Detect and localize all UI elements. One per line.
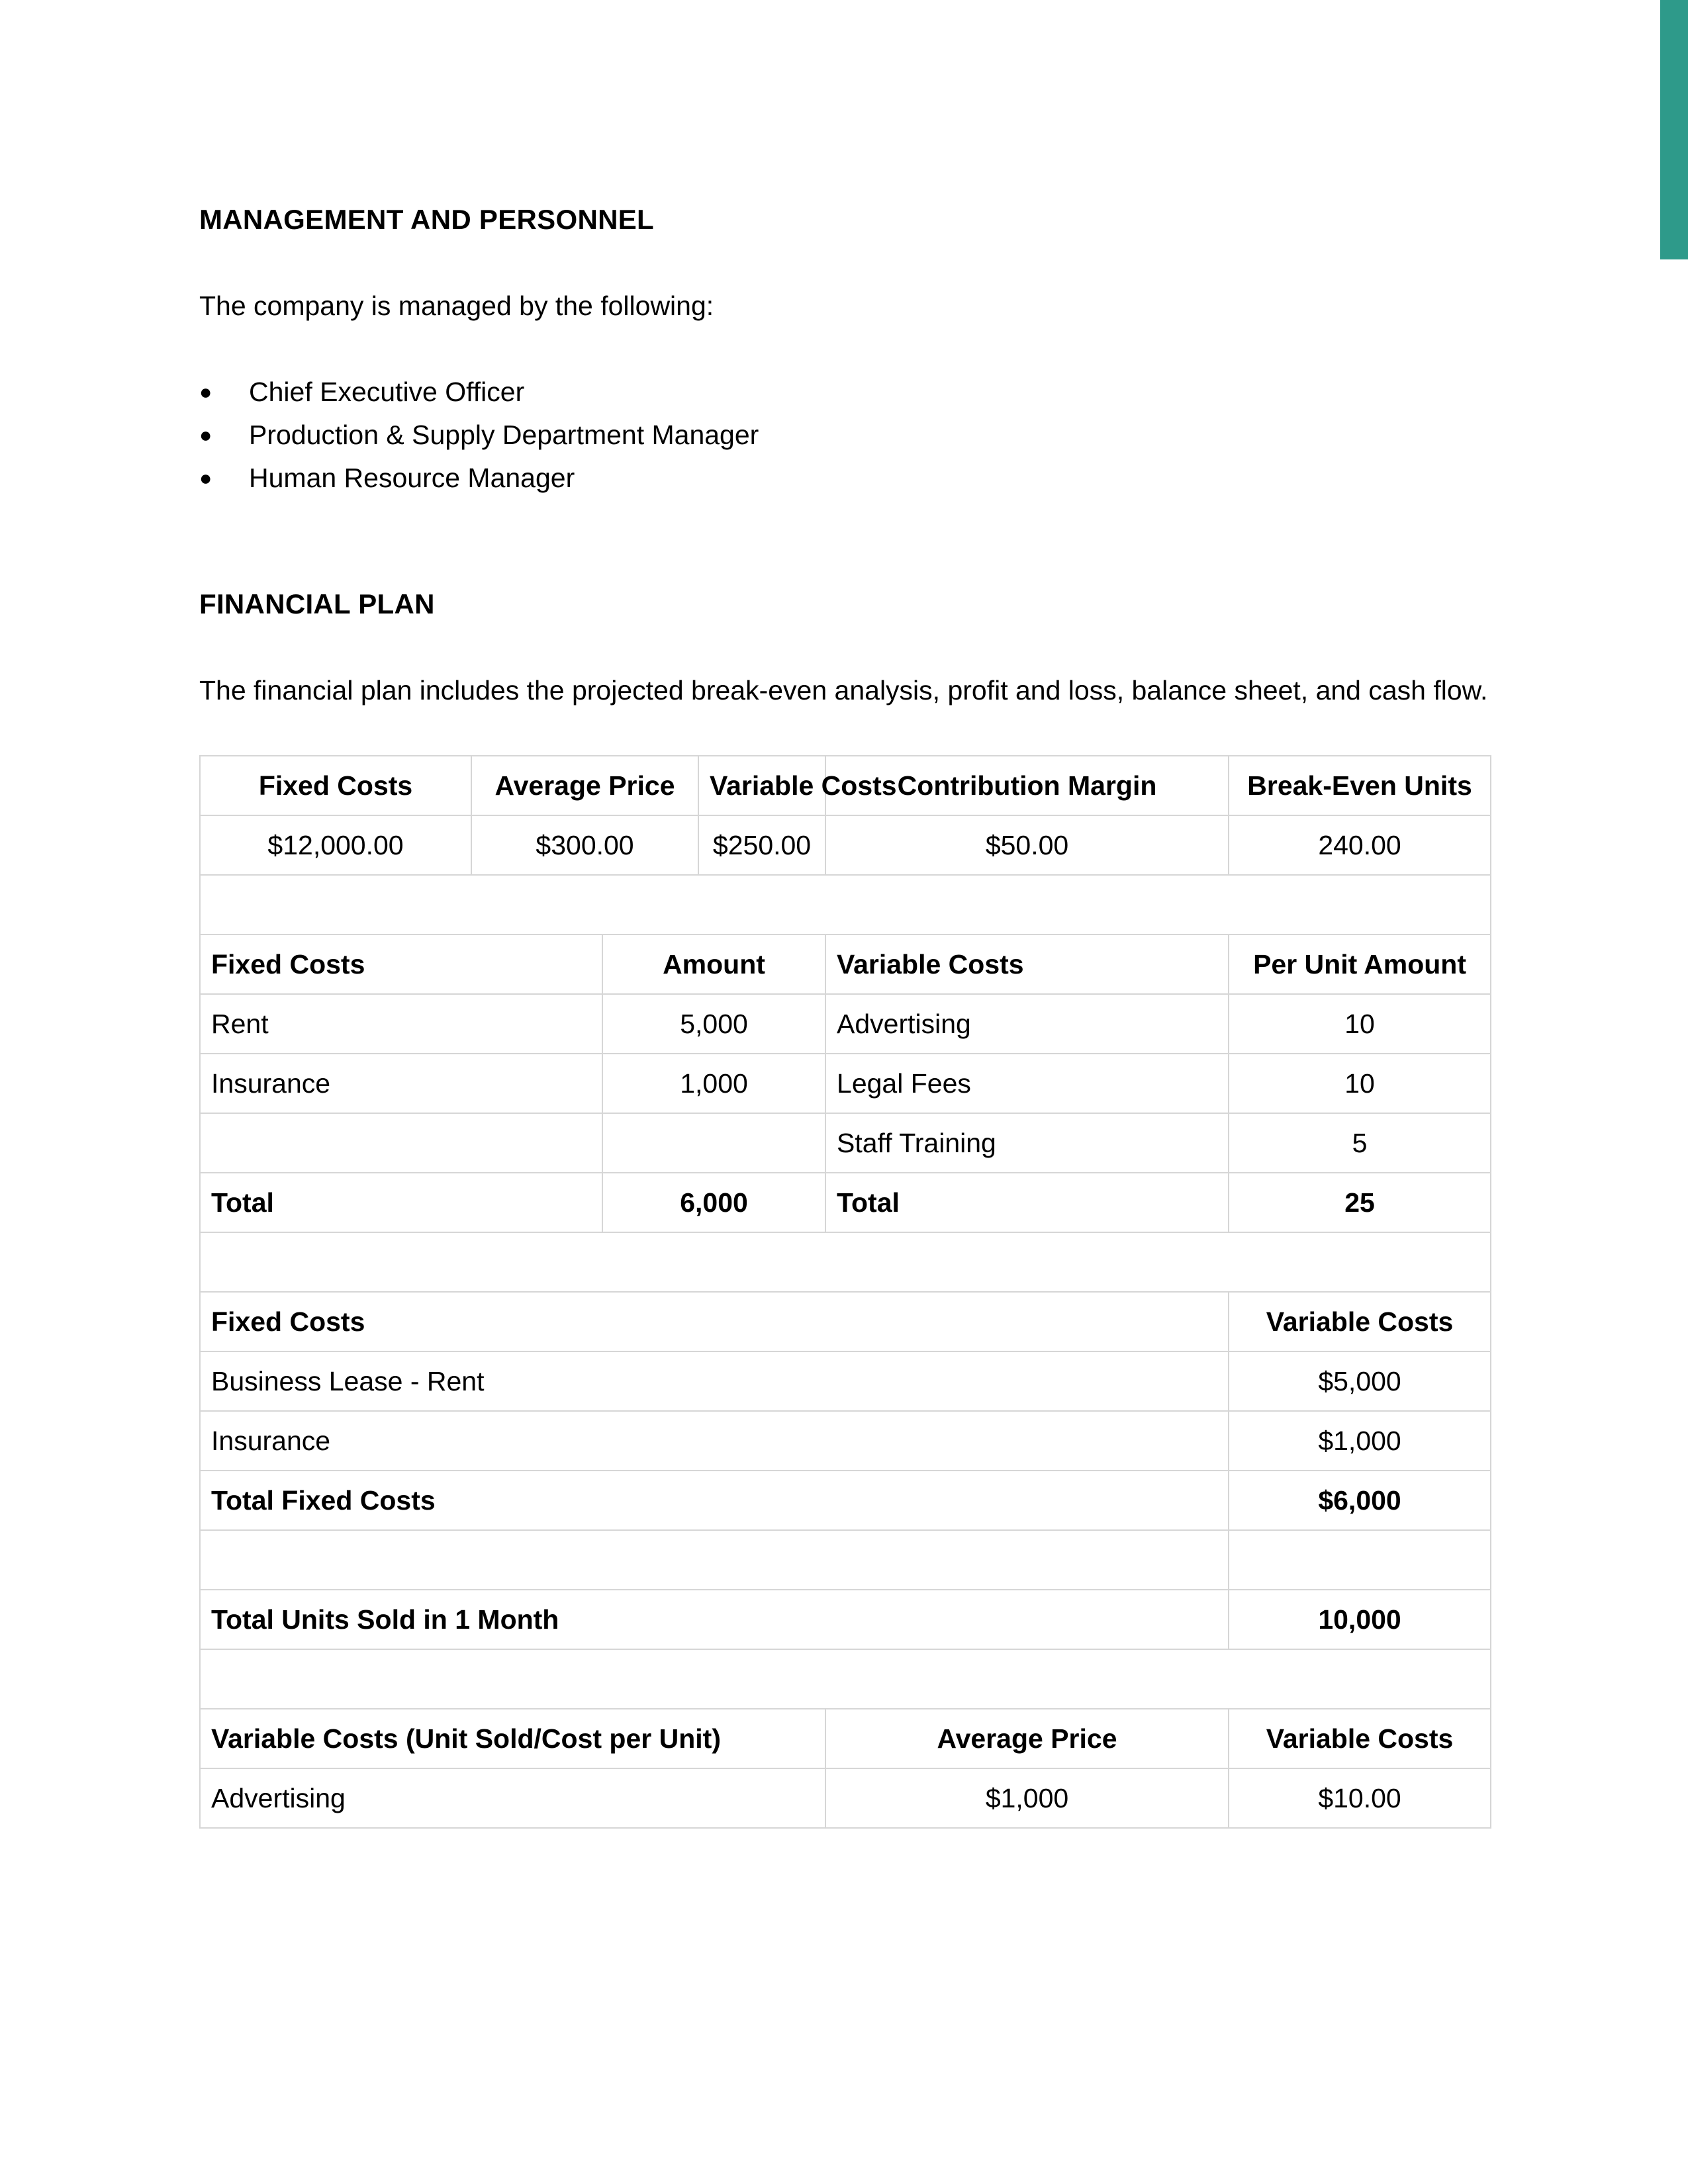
table-cell: Total Fixed Costs bbox=[200, 1471, 1229, 1530]
financial-heading: FINANCIAL PLAN bbox=[199, 588, 435, 619]
table-cell: 25 bbox=[1229, 1173, 1491, 1232]
table-cell: Average Price bbox=[825, 1709, 1229, 1768]
spacer-row bbox=[200, 1530, 1491, 1590]
table-cell bbox=[200, 1113, 602, 1173]
summary-header-cell: Average Price bbox=[471, 756, 698, 815]
table-cell: Variable Costs bbox=[1229, 1292, 1491, 1351]
table-cell: 6,000 bbox=[602, 1173, 825, 1232]
table-cell: Insurance bbox=[200, 1411, 1229, 1471]
table-cell: $1,000 bbox=[1229, 1411, 1491, 1471]
spacer-row bbox=[200, 1649, 1491, 1709]
summary-header-cell: Break-Even Units bbox=[1229, 756, 1491, 815]
financial-intro: The financial plan includes the projected break-even analysis, profit and loss, balance sheet, and cash flow. bbox=[199, 675, 1488, 705]
fixed-header-row bbox=[200, 1292, 1491, 1351]
table-cell: Fixed Costs bbox=[200, 1292, 1229, 1351]
summary-header-cell: Contribution Margin bbox=[825, 756, 1229, 815]
table-cell: $1,000 bbox=[825, 1768, 1229, 1828]
list-item: ● Human Resource Manager bbox=[199, 457, 1490, 500]
units-row bbox=[200, 1590, 1491, 1649]
list-item: ● Production & Supply Department Manager bbox=[199, 414, 1490, 457]
table-cell: Legal Fees bbox=[825, 1054, 1229, 1113]
table-cell: 5 bbox=[1229, 1113, 1491, 1173]
table-cell: Advertising bbox=[200, 1768, 825, 1828]
summary-value-cell: $50.00 bbox=[825, 815, 1229, 875]
spacer-row bbox=[200, 875, 1491, 934]
table-row bbox=[200, 1768, 1491, 1828]
costs-header-row bbox=[200, 934, 1491, 994]
costs-header-cell: Amount bbox=[602, 934, 825, 994]
fixed-total-row bbox=[200, 1471, 1491, 1530]
table-cell: Total bbox=[200, 1173, 602, 1232]
variable-header-row bbox=[200, 1709, 1491, 1768]
accent-bar bbox=[1660, 0, 1688, 259]
table-cell: Variable Costs (Unit Sold/Cost per Unit) bbox=[200, 1709, 825, 1768]
table-cell: $6,000 bbox=[1229, 1471, 1491, 1530]
management-list bbox=[199, 371, 1490, 500]
table-row bbox=[200, 1351, 1491, 1411]
summary-header-row bbox=[200, 756, 1491, 815]
table-cell: Variable Costs bbox=[1229, 1709, 1491, 1768]
table-cell: Advertising bbox=[825, 994, 1229, 1054]
summary-value-cell: 240.00 bbox=[1229, 815, 1491, 875]
management-heading: MANAGEMENT AND PERSONNEL bbox=[199, 204, 654, 235]
table-cell: Total bbox=[825, 1173, 1229, 1232]
list-item: ● Chief Executive Officer bbox=[199, 371, 1490, 414]
costs-header-cell: Fixed Costs bbox=[200, 934, 602, 994]
summary-value-row bbox=[200, 815, 1491, 875]
costs-total-row bbox=[200, 1173, 1491, 1232]
summary-value-cell: $250.00 bbox=[698, 815, 825, 875]
costs-header-cell: Per Unit Amount bbox=[1229, 934, 1491, 994]
table-cell: Total Units Sold in 1 Month bbox=[200, 1590, 1229, 1649]
table-cell: Staff Training bbox=[825, 1113, 1229, 1173]
table-row bbox=[200, 1054, 1491, 1113]
summary-header-cell: Variable Costs bbox=[698, 756, 825, 815]
table-cell: 5,000 bbox=[602, 994, 825, 1054]
table-row bbox=[200, 1411, 1491, 1471]
table-cell bbox=[602, 1113, 825, 1173]
table-cell: 1,000 bbox=[602, 1054, 825, 1113]
table-cell: $10.00 bbox=[1229, 1768, 1491, 1828]
summary-value-cell: $12,000.00 bbox=[200, 815, 471, 875]
document-page bbox=[199, 199, 1490, 1829]
summary-header-cell: Fixed Costs bbox=[200, 756, 471, 815]
table-row bbox=[200, 1113, 1491, 1173]
costs-header-cell: Variable Costs bbox=[825, 934, 1229, 994]
table-row bbox=[200, 994, 1491, 1054]
table-cell: Insurance bbox=[200, 1054, 602, 1113]
table-cell: 10 bbox=[1229, 994, 1491, 1054]
management-intro: The company is managed by the following: bbox=[199, 291, 714, 321]
table-cell: $5,000 bbox=[1229, 1351, 1491, 1411]
financial-table bbox=[199, 755, 1491, 1829]
spacer-row bbox=[200, 1232, 1491, 1292]
summary-value-cell: $300.00 bbox=[471, 815, 698, 875]
table-cell: Rent bbox=[200, 994, 602, 1054]
table-cell: 10,000 bbox=[1229, 1590, 1491, 1649]
table-cell: 10 bbox=[1229, 1054, 1491, 1113]
table-cell: Business Lease - Rent bbox=[200, 1351, 1229, 1411]
